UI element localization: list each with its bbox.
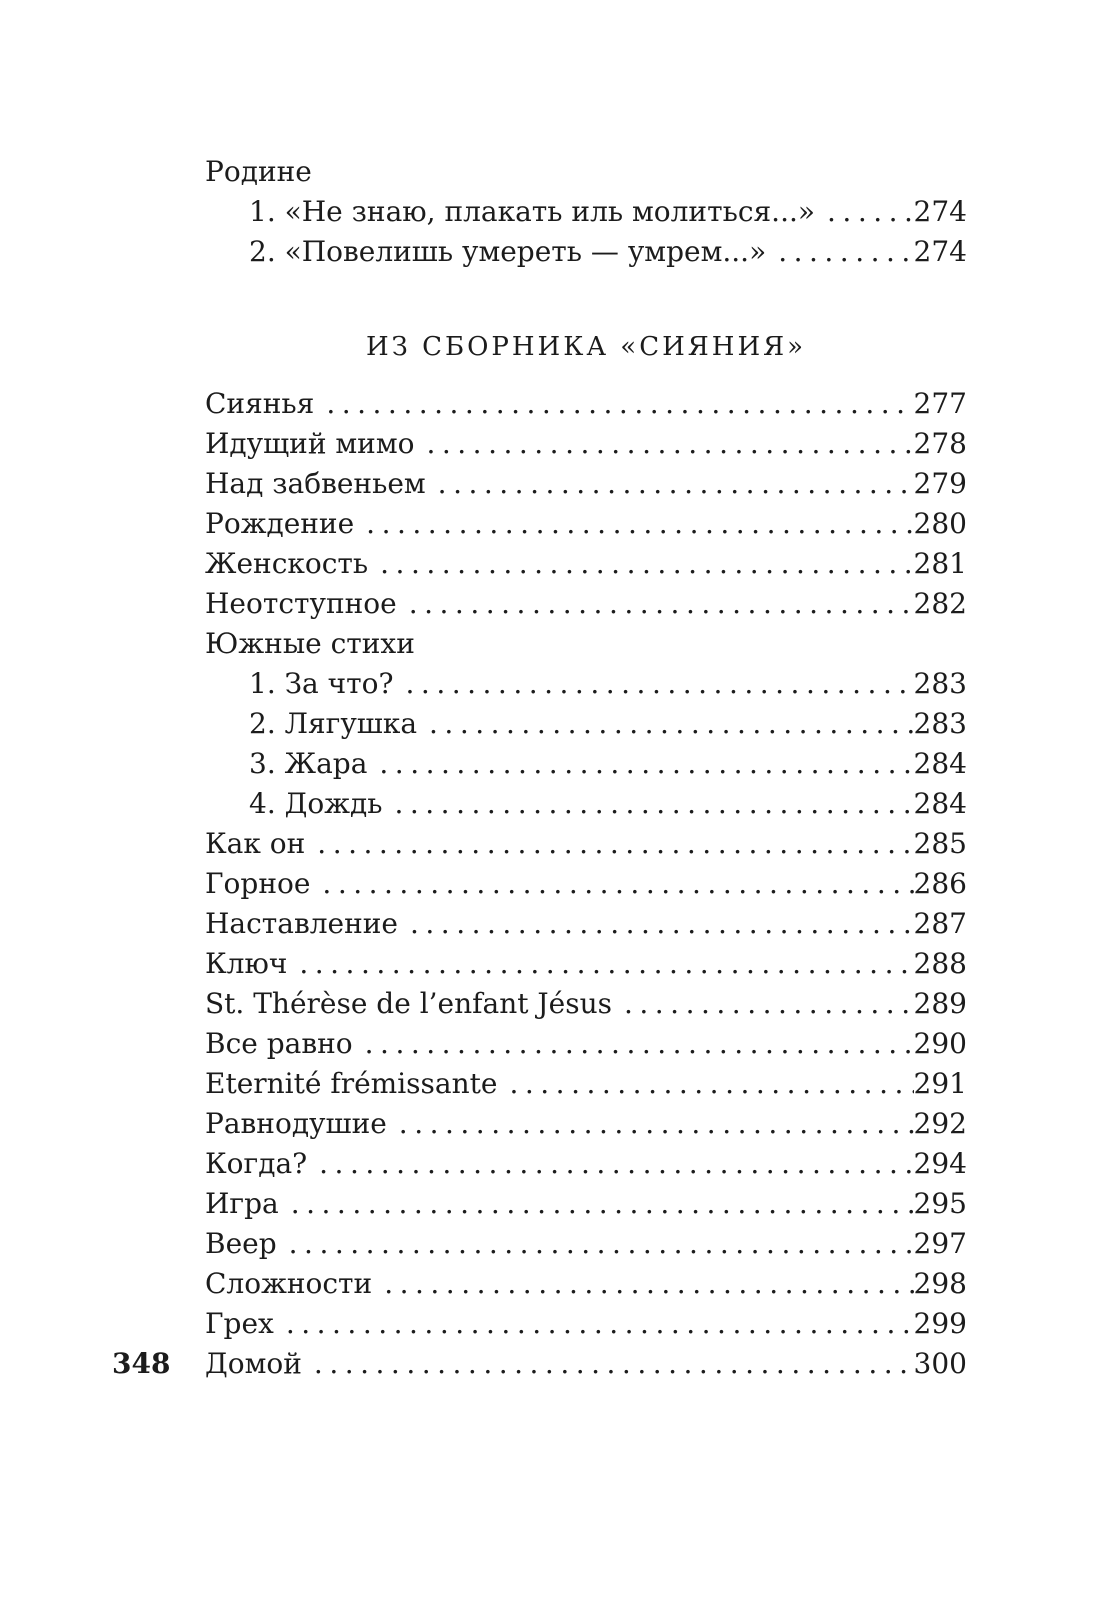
toc-entry <box>205 664 967 704</box>
dot-leader <box>397 584 914 624</box>
dot-leader <box>382 784 913 824</box>
dot-leader <box>274 1304 914 1344</box>
toc-entry-title: Равнодушие <box>205 1107 387 1140</box>
toc-entry-page: 282 <box>913 587 967 620</box>
toc-entry <box>205 584 967 624</box>
toc-entry-page: 279 <box>913 467 967 500</box>
toc-entry-title: Все равно <box>205 1027 353 1060</box>
dot-leader <box>766 232 913 272</box>
toc-entry <box>205 1304 967 1344</box>
toc-entry <box>205 464 967 504</box>
toc-entry-page: 285 <box>913 827 967 860</box>
toc-entry <box>205 904 967 944</box>
dot-leader <box>302 1344 914 1384</box>
page-number-folio: 348 <box>112 1347 171 1380</box>
toc-entry <box>205 1224 967 1264</box>
toc-entry-page: 283 <box>913 667 967 700</box>
section-heading: ИЗ СБОРНИКА «СИЯНИЯ» <box>365 332 807 362</box>
toc-entry-title: Сложности <box>205 1267 373 1300</box>
toc-entry-page: 284 <box>913 787 967 820</box>
toc-entry <box>205 784 967 824</box>
toc-entry-page: 292 <box>913 1107 967 1140</box>
toc-entry-title: 3. Жара <box>249 747 368 780</box>
toc-entry-title: Ключ <box>205 947 288 980</box>
toc-entry-title: Eternité frémissante <box>205 1067 498 1100</box>
dot-leader <box>612 984 914 1024</box>
toc-entry <box>205 864 967 904</box>
dot-leader <box>426 464 914 504</box>
toc-entry <box>205 152 967 192</box>
toc-content <box>205 152 967 1384</box>
toc-entry-title: Веер <box>205 1227 277 1260</box>
toc-entry-title: Игра <box>205 1187 279 1220</box>
dot-leader <box>353 1024 914 1064</box>
toc-entry-title: Идущий мимо <box>205 427 415 460</box>
dot-leader <box>287 944 913 984</box>
dot-leader <box>417 704 914 744</box>
dot-leader <box>310 864 913 904</box>
dot-leader <box>497 1064 913 1104</box>
toc-entry-title: 1. За что? <box>249 667 394 700</box>
dot-leader <box>398 904 914 944</box>
toc-entry <box>205 1184 967 1224</box>
toc-entry-title: Домой <box>205 1347 302 1380</box>
toc-entry-page: 291 <box>913 1067 967 1100</box>
toc-entry-title: Грех <box>205 1307 274 1340</box>
toc-entry-title: St. Thérèse de l’enfant Jésus <box>205 987 612 1020</box>
toc-entry <box>205 744 967 784</box>
toc-entry-page: 289 <box>913 987 967 1020</box>
toc-entry-title: Горное <box>205 867 311 900</box>
toc-entry-page: 278 <box>913 427 967 460</box>
toc-entry-title: Как он <box>205 827 306 860</box>
toc-entry-page: 298 <box>913 1267 967 1300</box>
toc-entry <box>205 384 967 424</box>
toc-entry <box>205 984 967 1024</box>
toc-entry <box>205 544 967 584</box>
toc-entry-page: 274 <box>913 195 967 228</box>
dot-leader <box>367 744 913 784</box>
toc-entry-page: 280 <box>913 507 967 540</box>
toc-entry <box>205 424 967 464</box>
toc-intro-section <box>205 152 967 272</box>
toc-entry <box>205 1024 967 1064</box>
toc-entry-title: Южные стихи <box>205 627 415 660</box>
dot-leader <box>307 1144 913 1184</box>
toc-entry <box>205 1344 967 1384</box>
toc-entry <box>205 192 967 232</box>
dot-leader <box>279 1184 914 1224</box>
toc-entry-page: 300 <box>913 1347 967 1380</box>
toc-entry <box>205 824 967 864</box>
dot-leader <box>305 824 913 864</box>
toc-entry <box>205 1104 967 1144</box>
toc-entry-title: 2. «Повелишь умереть — умрем...» <box>249 235 767 268</box>
toc-entry-page: 274 <box>913 235 967 268</box>
toc-entry-title: 1. «Не знаю, плакать иль молиться...» <box>249 195 816 228</box>
toc-entry-page: 277 <box>913 387 967 420</box>
dot-leader <box>277 1224 914 1264</box>
toc-entry-title: Сиянья <box>205 387 315 420</box>
toc-entry-page: 299 <box>913 1307 967 1340</box>
dot-leader <box>354 504 913 544</box>
toc-entry <box>205 624 967 664</box>
toc-entry-title: Над забвеньем <box>205 467 426 500</box>
toc-entry <box>205 944 967 984</box>
toc-entry <box>205 1144 967 1184</box>
dot-leader <box>372 1264 913 1304</box>
toc-entry-list <box>205 384 967 1384</box>
toc-entry <box>205 1264 967 1304</box>
dot-leader <box>387 1104 914 1144</box>
toc-entry-page: 281 <box>913 547 967 580</box>
toc-entry <box>205 1064 967 1104</box>
toc-entry-title: Когда? <box>205 1147 308 1180</box>
toc-entry-page: 294 <box>913 1147 967 1180</box>
dot-leader <box>394 664 914 704</box>
toc-entry <box>205 504 967 544</box>
toc-entry <box>205 704 967 744</box>
toc-entry-title: Рождение <box>205 507 355 540</box>
toc-entry-title: 4. Дождь <box>249 787 383 820</box>
toc-entry-page: 295 <box>913 1187 967 1220</box>
toc-entry-page: 288 <box>913 947 967 980</box>
toc-entry-page: 284 <box>913 747 967 780</box>
toc-entry-title: Наставление <box>205 907 398 940</box>
dot-leader <box>414 424 913 464</box>
toc-entry-page: 297 <box>913 1227 967 1260</box>
toc-entry-title: Неотступное <box>205 587 397 620</box>
toc-entry <box>205 232 967 272</box>
dot-leader <box>815 192 914 232</box>
toc-entry-title: 2. Лягушка <box>249 707 418 740</box>
dot-leader <box>368 544 913 584</box>
toc-entry-page: 286 <box>913 867 967 900</box>
toc-entry-page: 290 <box>913 1027 967 1060</box>
toc-entry-title: Родине <box>205 155 312 188</box>
toc-entry-page: 283 <box>913 707 967 740</box>
toc-entry-page: 287 <box>913 907 967 940</box>
dot-leader <box>314 384 913 424</box>
toc-entry-title: Женскость <box>205 547 369 580</box>
